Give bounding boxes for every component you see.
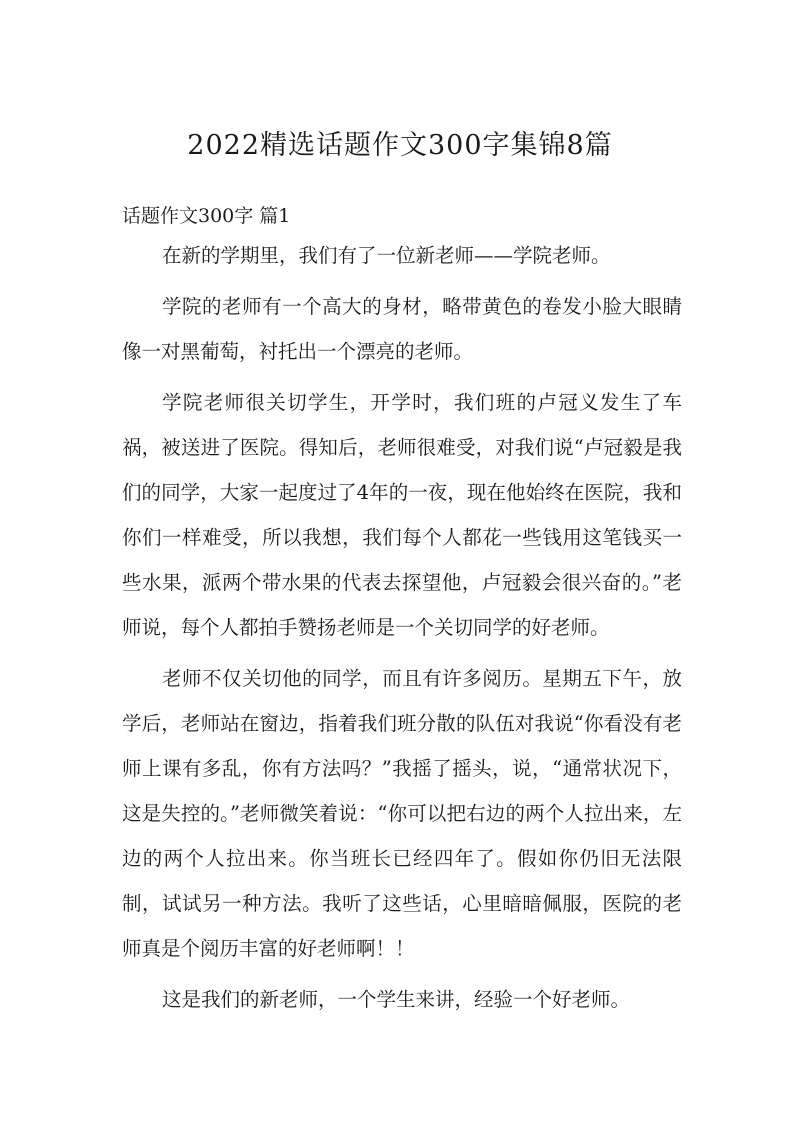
- section-heading: 话题作文300字 篇1: [122, 205, 291, 227]
- document-title: 2022精选话题作文300字集锦8篇: [187, 130, 613, 161]
- paragraph: 学院老师很关切学生，开学时，我们班的卢冠义发生了车祸，被送进了医院。得知后，老师很难受，对我们说“卢冠毅是我们的同学，大家一起度过了4年的一夜，现在他始终在医院，我和你们一样难受，所以我想，我们每个人都花一些钱用这笔钱买一些水果，派两个带水果的代表去探望他，卢冠毅会很兴奋的。”老师说，每个人都拍手赞扬老师是一个关切同学的好老师。: [122, 391, 682, 639]
- paragraph: 老师不仅关切他的同学，而且有许多阅历。星期五下午，放学后，老师站在窗边，指着我们班分散的队伍对我说“你看没有老师上课有多乱，你有方法吗？”我摇了摇头，说，“通常状况下，这是失控的。”老师微笑着说：“你可以把右边的两个人拉出来，左边的两个人拉出来。你当班长已经四年了。假如你仍旧无法限制，试试另一种方法。我听了这些话，心里暗暗佩服，医院的老师真是个阅历丰富的好老师啊！！: [122, 667, 682, 960]
- essay-body: [122, 233, 682, 1022]
- paragraph: 这是我们的新老师，一个学生来讲，经验一个好老师。: [162, 988, 631, 1011]
- paragraph: 学院的老师有一个高大的身材，略带黄色的卷发小脸大眼睛像一对黑葡萄，衬托出一个漂亮的老师。: [122, 295, 682, 363]
- paragraph: 在新的学期里，我们有了一位新老师——学院老师。: [162, 244, 611, 267]
